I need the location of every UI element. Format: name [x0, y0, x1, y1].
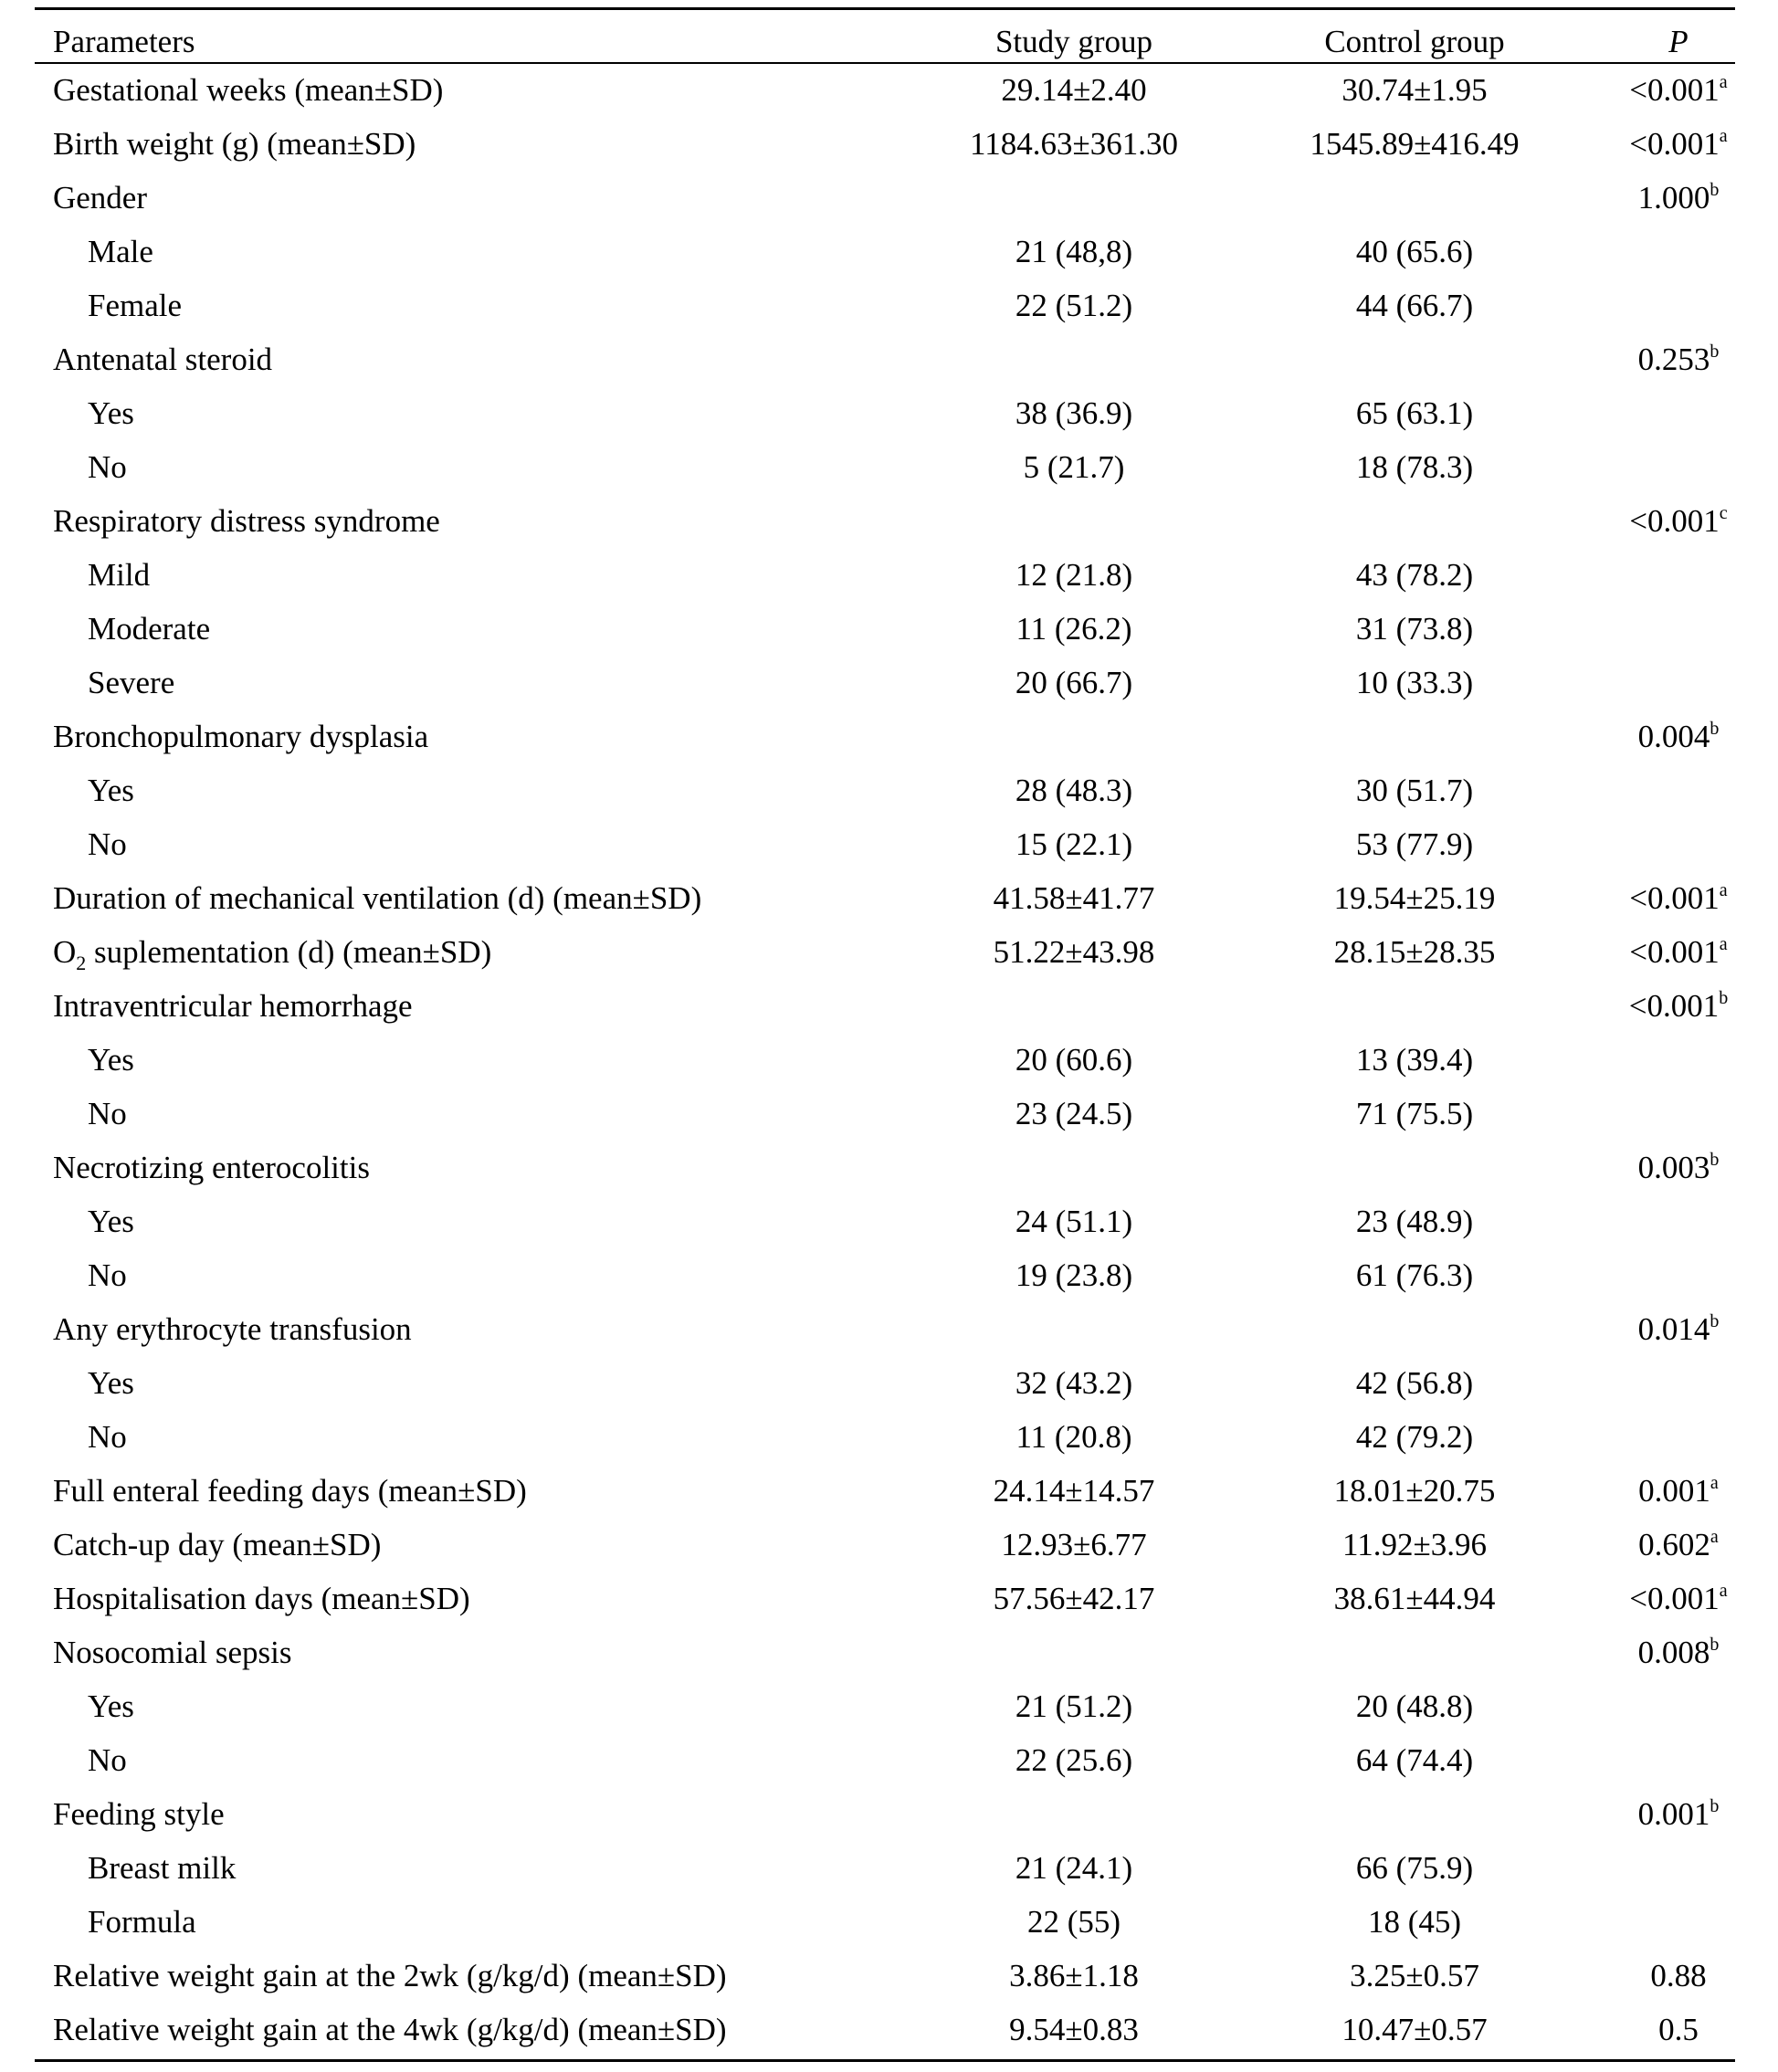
row-parameter-label [88, 1679, 134, 1733]
p-value-footnote-marker: a [1719, 880, 1728, 900]
table-row [35, 602, 1735, 656]
table-row [35, 1895, 1735, 1949]
table-row [35, 763, 1735, 817]
parameter-text: Yes [88, 773, 134, 808]
study-group-value: 41.58±41.77 [993, 880, 1155, 916]
row-parameter-label [53, 1141, 370, 1194]
control-group-value: 66 (75.9) [1355, 1850, 1474, 1886]
header-control-group: Control group [1324, 24, 1505, 59]
study-group-value: 15 (22.1) [1015, 826, 1133, 862]
control-group-value [1241, 710, 1588, 763]
row-parameter-label [88, 1194, 134, 1248]
table-row [35, 494, 1735, 548]
p-value [1596, 925, 1761, 979]
p-value-footnote-marker: b [1710, 342, 1720, 362]
parameter-text: Hospitalisation days (mean±SD) [53, 1581, 470, 1616]
study-group-value [900, 1625, 1247, 1679]
row-parameter-label [88, 279, 182, 332]
header-p-value: P [1668, 24, 1689, 59]
p-value [1596, 2003, 1761, 2056]
p-value [1596, 871, 1761, 925]
control-group-value: 61 (76.3) [1355, 1257, 1474, 1293]
study-group-value: 22 (55) [1026, 1904, 1121, 1940]
p-value-text: 0.5 [1658, 2012, 1699, 2047]
study-group-value: 51.22±43.98 [993, 934, 1155, 970]
study-group-value [900, 979, 1247, 1033]
control-group-value: 30.74±1.95 [1341, 72, 1488, 108]
table-row [35, 871, 1735, 925]
p-value [1596, 1194, 1761, 1248]
row-parameter-label [53, 171, 147, 225]
table-row [35, 817, 1735, 871]
p-value-footnote-marker: a [1719, 934, 1728, 954]
parameter-text: Respiratory distress syndrome [53, 503, 440, 539]
p-value-text: <0.001 [1629, 1581, 1720, 1616]
row-parameter-label [53, 871, 701, 925]
study-group-value: 20 (60.6) [1015, 1042, 1133, 1078]
table-row [35, 1733, 1735, 1787]
control-group-value: 3.25±0.57 [1350, 1958, 1479, 1993]
control-group-value: 28.15±28.35 [1333, 934, 1496, 970]
parameter-subscript: 2 [76, 952, 87, 974]
row-parameter-label [88, 1410, 127, 1464]
study-group-value: 24.14±14.57 [993, 1473, 1155, 1509]
p-value [1596, 1949, 1761, 2003]
parameter-text: No [88, 1742, 127, 1778]
p-value-text: 0.008 [1637, 1635, 1710, 1670]
table-row [35, 1625, 1735, 1679]
study-group-value: 32 (43.2) [1015, 1365, 1133, 1401]
p-value [1596, 710, 1761, 763]
study-group-value: 57.56±42.17 [993, 1581, 1155, 1616]
parameter-text: Breast milk [88, 1850, 237, 1886]
p-value [1596, 1787, 1761, 1841]
p-value-text: <0.001 [1629, 880, 1720, 916]
control-group-value: 30 (51.7) [1355, 773, 1474, 808]
table-row [35, 332, 1735, 386]
study-group-value [900, 494, 1247, 548]
parameter-text: No [88, 1257, 127, 1293]
p-value [1596, 763, 1761, 817]
parameter-text: Yes [88, 1204, 134, 1239]
p-value [1596, 63, 1761, 117]
p-value [1596, 332, 1761, 386]
parameter-text: Relative weight gain at the 2wk (g/kg/d) (mean±SD) [53, 1958, 727, 1993]
table-row [35, 1356, 1735, 1410]
parameter-text: Any erythrocyte transfusion [53, 1311, 412, 1347]
control-group-value [1241, 1141, 1588, 1194]
parameter-text: Gestational weeks (mean±SD) [53, 72, 444, 108]
p-value-footnote-marker: b [1710, 180, 1720, 200]
p-value-text: <0.001 [1629, 934, 1720, 970]
row-parameter-label [53, 1787, 225, 1841]
p-value [1596, 1733, 1761, 1787]
study-group-value: 29.14±2.40 [1001, 72, 1147, 108]
study-group-value: 21 (48,8) [1015, 234, 1133, 269]
parameter-text: Feeding style [53, 1796, 225, 1832]
p-value [1596, 656, 1761, 710]
control-group-value: 40 (65.6) [1355, 234, 1474, 269]
table-row [35, 1679, 1735, 1733]
control-group-value: 23 (48.9) [1355, 1204, 1474, 1239]
p-value-footnote-marker: b [1710, 1796, 1720, 1816]
control-group-value: 65 (63.1) [1355, 395, 1474, 431]
p-value-footnote-marker: b [1719, 988, 1729, 1008]
control-group-value: 10 (33.3) [1355, 665, 1474, 700]
p-value-text: 0.003 [1637, 1150, 1710, 1185]
p-value [1596, 1464, 1761, 1518]
control-group-value: 31 (73.8) [1355, 611, 1474, 647]
p-value [1596, 1356, 1761, 1410]
p-value [1596, 440, 1761, 494]
control-group-value: 71 (75.5) [1355, 1096, 1474, 1131]
p-value [1596, 386, 1761, 440]
parameter-text: No [88, 449, 127, 485]
study-group-value [900, 1787, 1247, 1841]
p-value-text: 0.004 [1637, 719, 1710, 754]
row-parameter-label [53, 1625, 292, 1679]
p-value [1596, 117, 1761, 171]
p-value [1596, 602, 1761, 656]
parameter-text: Relative weight gain at the 4wk (g/kg/d) (mean±SD) [53, 2012, 727, 2047]
row-parameter-label [53, 710, 428, 763]
p-value-footnote-marker: b [1710, 719, 1720, 739]
study-group-value: 12 (21.8) [1015, 557, 1133, 593]
control-group-value: 18.01±20.75 [1333, 1473, 1496, 1509]
table-row [35, 1033, 1735, 1087]
p-value [1596, 1141, 1761, 1194]
p-value [1596, 1841, 1761, 1895]
study-group-value: 19 (23.8) [1015, 1257, 1133, 1293]
p-value [1596, 1302, 1761, 1356]
control-group-value: 64 (74.4) [1355, 1742, 1474, 1778]
study-group-value [900, 171, 1247, 225]
control-group-value: 53 (77.9) [1355, 826, 1474, 862]
parameter-text: Moderate [88, 611, 211, 647]
row-parameter-label [88, 440, 127, 494]
parameter-text: Bronchopulmonary dysplasia [53, 719, 429, 754]
table-row [35, 548, 1735, 602]
control-group-value [1241, 1787, 1588, 1841]
row-parameter-label [88, 386, 134, 440]
p-value-footnote-marker: a [1710, 1527, 1719, 1547]
p-value-text: 0.001 [1638, 1473, 1710, 1509]
study-group-value: 21 (24.1) [1015, 1850, 1133, 1886]
p-value [1596, 279, 1761, 332]
control-group-value: 18 (45) [1367, 1904, 1462, 1940]
p-value-footnote-marker: b [1710, 1635, 1720, 1655]
parameter-text: Antenatal steroid [53, 342, 273, 377]
p-value-footnote-marker: b [1710, 1150, 1720, 1170]
study-group-value: 11 (20.8) [1015, 1419, 1132, 1455]
table-row [35, 979, 1735, 1033]
table-row [35, 925, 1735, 979]
parameter-text: O [53, 934, 77, 970]
parameter-text: Yes [88, 1042, 134, 1078]
table-row [35, 1410, 1735, 1464]
control-group-value [1241, 979, 1588, 1033]
p-value [1596, 979, 1761, 1033]
table-row [35, 386, 1735, 440]
p-value-text: 1.000 [1637, 180, 1710, 216]
parameter-text: Yes [88, 1688, 134, 1724]
row-parameter-label [53, 117, 416, 171]
control-group-value: 19.54±25.19 [1333, 880, 1496, 916]
parameter-text: Nosocomial sepsis [53, 1635, 292, 1670]
p-value [1596, 1410, 1761, 1464]
parameter-text: Male [88, 234, 153, 269]
row-parameter-label [88, 225, 153, 279]
header-study-group: Study group [994, 24, 1153, 59]
parameter-text: Severe [88, 665, 175, 700]
p-value-footnote-marker: b [1710, 1311, 1720, 1331]
row-parameter-label [88, 1087, 127, 1141]
row-parameter-label [53, 63, 443, 117]
table-row [35, 1841, 1735, 1895]
study-group-value [900, 1302, 1247, 1356]
table-row [35, 279, 1735, 332]
row-parameter-label [88, 1356, 134, 1410]
row-parameter-label [53, 925, 491, 979]
table-row [35, 63, 1735, 117]
p-value-text: 0.001 [1637, 1796, 1710, 1832]
control-group-value: 13 (39.4) [1355, 1042, 1474, 1078]
control-group-value: 20 (48.8) [1355, 1688, 1474, 1724]
header-parameters: Parameters [53, 24, 195, 59]
p-value-footnote-marker: a [1710, 1473, 1719, 1493]
parameter-text: Formula [88, 1904, 196, 1940]
row-parameter-label [88, 602, 210, 656]
study-group-value: 38 (36.9) [1015, 395, 1133, 431]
table-row [35, 225, 1735, 279]
study-group-value: 12.93±6.77 [1001, 1527, 1147, 1562]
table-row [35, 2003, 1735, 2056]
control-group-value: 38.61±44.94 [1333, 1581, 1496, 1616]
row-parameter-label [88, 817, 127, 871]
parameter-text: Mild [88, 557, 151, 593]
row-parameter-label [88, 1248, 127, 1302]
control-group-value: 1545.89±416.49 [1310, 126, 1520, 162]
row-parameter-label [53, 1949, 727, 2003]
row-parameter-label [53, 1302, 412, 1356]
p-value-text: 0.88 [1650, 1958, 1707, 1993]
table-row [35, 1248, 1735, 1302]
control-group-value [1241, 1302, 1588, 1356]
parameter-text: Gender [53, 180, 148, 216]
study-group-value: 28 (48.3) [1015, 773, 1133, 808]
control-group-value: 42 (56.8) [1355, 1365, 1474, 1401]
study-group-value: 23 (24.5) [1015, 1096, 1133, 1131]
study-group-value [900, 710, 1247, 763]
study-group-value: 22 (25.6) [1015, 1742, 1133, 1778]
study-group-value: 9.54±0.83 [1009, 2012, 1139, 2047]
p-value-footnote-marker: a [1719, 72, 1728, 92]
row-parameter-label [88, 763, 134, 817]
table-row [35, 1464, 1735, 1518]
control-group-value: 42 (79.2) [1355, 1419, 1474, 1455]
study-group-value: 3.86±1.18 [1009, 1958, 1139, 1993]
p-value [1596, 171, 1761, 225]
p-value [1596, 494, 1761, 548]
p-value [1596, 548, 1761, 602]
table-row [35, 1141, 1735, 1194]
row-parameter-label [88, 1733, 127, 1787]
parameter-text: No [88, 1419, 127, 1455]
control-group-value: 11.92±3.96 [1342, 1527, 1487, 1562]
p-value-footnote-marker: a [1719, 1581, 1728, 1601]
p-value [1596, 1518, 1761, 1572]
study-group-value: 21 (51.2) [1015, 1688, 1133, 1724]
p-value [1596, 817, 1761, 871]
row-parameter-label [88, 1895, 196, 1949]
p-value-text: 0.253 [1637, 342, 1710, 377]
table-row [35, 171, 1735, 225]
p-value [1596, 225, 1761, 279]
study-group-value: 1184.63±361.30 [970, 126, 1178, 162]
p-value-text: 0.602 [1638, 1527, 1710, 1562]
parameter-text: Yes [88, 1365, 134, 1401]
row-parameter-label [53, 1464, 527, 1518]
row-parameter-label [53, 332, 272, 386]
p-value-text: <0.001 [1629, 503, 1720, 539]
study-group-value: 5 (21.7) [1023, 449, 1125, 485]
table-row [35, 1194, 1735, 1248]
parameter-text: Full enteral feeding days (mean±SD) [53, 1473, 527, 1509]
table-row [35, 1302, 1735, 1356]
p-value-footnote-marker: a [1719, 126, 1728, 146]
study-group-value: 20 (66.7) [1015, 665, 1133, 700]
p-value [1596, 1572, 1761, 1625]
p-value [1596, 1679, 1761, 1733]
table-row [35, 1787, 1735, 1841]
table-row [35, 1572, 1735, 1625]
parameter-text: Birth weight (g) (mean±SD) [53, 126, 416, 162]
p-value-text: 0.014 [1637, 1311, 1710, 1347]
parameter-text: Catch-up day (mean±SD) [53, 1527, 382, 1562]
row-parameter-label [53, 1518, 381, 1572]
row-parameter-label [53, 979, 413, 1033]
table-row [35, 117, 1735, 171]
row-parameter-label [88, 1841, 236, 1895]
control-group-value [1241, 171, 1588, 225]
p-value [1596, 1033, 1761, 1087]
top-rule [35, 7, 1735, 10]
table-header-row [35, 15, 1735, 68]
row-parameter-label [53, 1572, 470, 1625]
parameter-text: Intraventricular hemorrhage [53, 988, 413, 1024]
control-group-value [1241, 494, 1588, 548]
p-value-text: <0.001 [1629, 126, 1720, 162]
parameter-text: Female [88, 288, 183, 323]
row-parameter-label [88, 548, 150, 602]
p-value [1596, 1895, 1761, 1949]
row-parameter-label [88, 1033, 134, 1087]
study-group-value: 22 (51.2) [1015, 288, 1133, 323]
parameter-text: Necrotizing enterocolitis [53, 1150, 370, 1185]
p-value-footnote-marker: c [1719, 503, 1728, 523]
table-row [35, 440, 1735, 494]
control-group-value: 44 (66.7) [1355, 288, 1474, 323]
row-parameter-label [88, 656, 174, 710]
control-group-value: 43 (78.2) [1355, 557, 1474, 593]
table-row [35, 1518, 1735, 1572]
study-group-value [900, 1141, 1247, 1194]
parameter-text: Yes [88, 395, 134, 431]
control-group-value [1241, 1625, 1588, 1679]
parameter-text: Duration of mechanical ventilation (d) (mean±SD) [53, 880, 702, 916]
parameter-text-rest: suplementation (d) (mean±SD) [86, 934, 492, 970]
control-group-value [1241, 332, 1588, 386]
table-row [35, 656, 1735, 710]
p-value [1596, 1248, 1761, 1302]
table-row [35, 1949, 1735, 2003]
row-parameter-label [53, 2003, 727, 2056]
p-value-text: <0.001 [1628, 988, 1720, 1024]
row-parameter-label [53, 494, 440, 548]
table-row [35, 1087, 1735, 1141]
p-value [1596, 1625, 1761, 1679]
study-group-value [900, 332, 1247, 386]
study-group-value: 11 (26.2) [1015, 611, 1132, 647]
parameter-text: No [88, 826, 127, 862]
p-value [1596, 1087, 1761, 1141]
control-group-value: 10.47±0.57 [1341, 2012, 1488, 2047]
p-value-text: <0.001 [1629, 72, 1720, 108]
table-row [35, 710, 1735, 763]
control-group-value: 18 (78.3) [1355, 449, 1474, 485]
bottom-rule [35, 2059, 1735, 2062]
study-group-value: 24 (51.1) [1015, 1204, 1133, 1239]
parameter-text: No [88, 1096, 127, 1131]
